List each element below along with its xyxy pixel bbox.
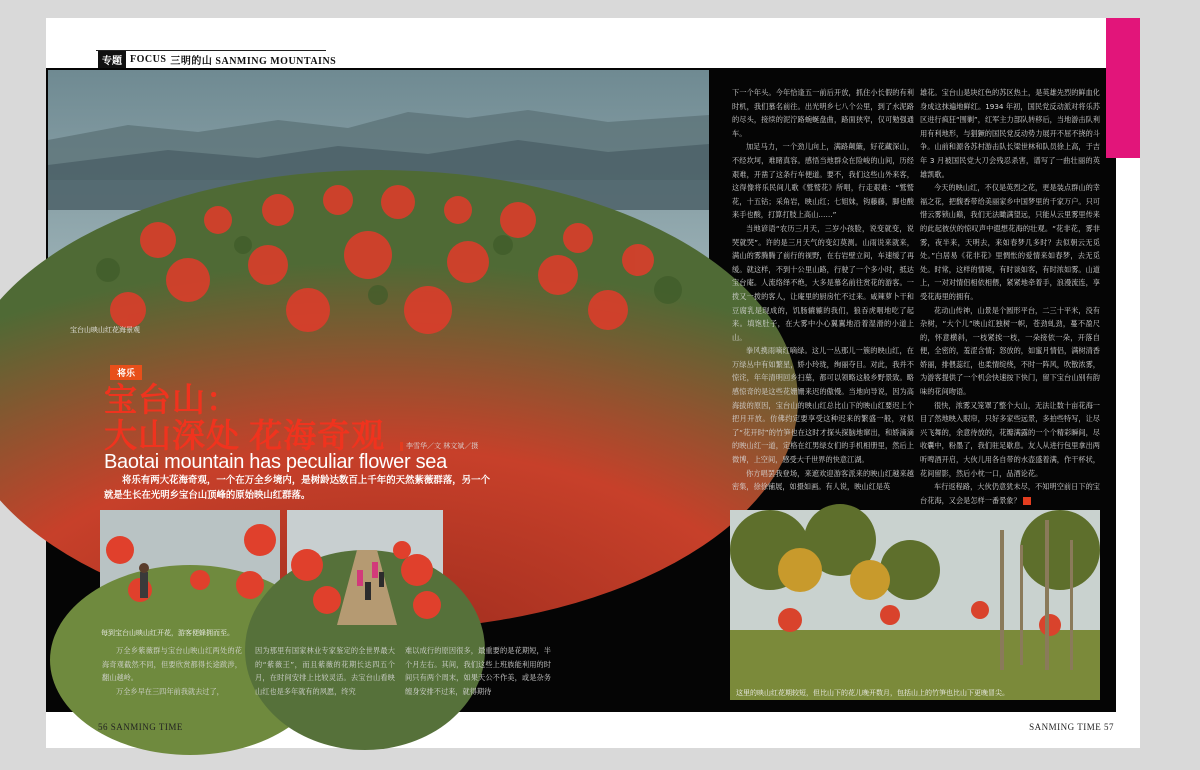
paragraph: 万全乡早在三四年前我就去过了， <box>116 686 224 696</box>
paragraph: 你方唱罢我登场，来遮欢迎游客派来的映山红越来越密集，徐徐铺展，如摄如画。有人说，映山红是英 <box>732 468 914 492</box>
text-column-left-a <box>102 644 242 710</box>
article-end-mark <box>1023 497 1031 505</box>
article-title-line2: 大山深处 花海奇观 <box>104 419 386 455</box>
main-flower-photo <box>48 70 709 340</box>
text-column-middle <box>732 86 914 490</box>
paragraph: 雄花。宝台山是块红色的苏区热土，是英雄先烈的鲜血化身成这抹遍地鲜红。1934 年初，国民党反动派对将乐苏区进行疯狂“围剿”，红军主力部队转移后，当地游击队利用有利地形，与猖獗的国民党反动势力展开不屈不挠的斗争。山前和源各苏村游击队长梁世林和队员徐上高，于吉年 3 月被国民党大刀会残忍杀害，谱写了一曲壮丽的英雄凯歌。 <box>920 88 1100 179</box>
header-focus: FOCUS <box>130 54 167 65</box>
paragraph: 难以成行的原因很多，最重要的是花期短，半个月左右。其间，我们这些上班族能利用的时间只有两个周末，如果天公不作美，或是杂务缠身安排不过来，就得期待 <box>405 646 551 696</box>
header-tag: 专题 <box>98 51 126 68</box>
paragraph: 万全乡紫薇群与宝台山映山红两处的花海奇观截然不同，但要欣赏都得长途跋涉，翻山越岭。 <box>102 646 242 683</box>
paragraph <box>920 480 1100 507</box>
header-title: 三明的山 SANMING MOUNTAINS <box>170 56 337 67</box>
closing-paragraph: 车行返程路，大伙仍意犹未尽，不知明空前日下的宝台花海，又会是怎样一番景象？ <box>920 482 1100 505</box>
text-column-right <box>920 86 1100 505</box>
paragraph: 很快，浓雾又笼罩了整个大山，无法让数十亩花海一目了然地映入眼帘，只好多家些远景，多拍些特写，让尽兴飞舞的，余意待放的，花瓣满露的一个个精彩瞬间，尽收囊中，粉墨了，我们驻足歇息。友人从进行包里拿出两听啤酒开启，大伙儿用各自带的水壶盛着满，作干杯状，花间留影，然后小枕一口，品酒论花。 <box>920 400 1100 478</box>
page-number-right: SANMING TIME 57 <box>1029 722 1114 732</box>
small-photo-1-caption: 每到宝台山映山红开花，游客便蜂拥而至。 <box>101 629 234 637</box>
small-photo-trail <box>287 510 443 625</box>
author-credit <box>400 441 478 451</box>
article-title-english: Baotai mountain has peculiar flower sea <box>104 451 447 473</box>
small-photo-1-illustration <box>100 510 280 625</box>
small-photo-visitors <box>100 510 280 625</box>
main-photo-caption: 宝台山映山红花海景观 <box>70 326 140 334</box>
right-photo-illustration <box>730 510 1100 700</box>
text-column-left-b <box>255 644 395 710</box>
paragraph: 花动山传神，山景是个圆形平台，二三十平米，没有杂树，“大个儿”映山红独树一帜，苍劲虬劲，蔓不盈尺的，怀意横斜，一枝紧挨一枝，一朵接依一朵，开落自便，全密的，羞涩含情；怒放的，如蜜月情侣，满树清香娇丽，排偎蕊红，也柔情绽绕，不时一阵风，吹散浓雾，为游客提供了一个机会快速按下快门，留下宝台山别有韵味的花间吻语。 <box>920 305 1100 397</box>
paragraph: 今天的映山红，不仅是英烈之花，更是装点群山的幸福之花，把馥香带给美丽家乡中国梦里的千家万户。只可惜云雾锁山巅，我们无法瞰满望远，只能从云里雾里传来的此起彼伏的惊叹声中遐想花海的壮观。“花非花，雾非雾，夜半来，天明去，来如春梦几多时？去似朝云无觅处。”白居易《花非花》里惆怅的爱情来如春梦，去无觅处。时常，这样的情境，有时谈如客，有时浓如雾。山道上，一对对情侣相依相偎，紧紧地牵着手，浪漫流连，享受花海里的拥有。 <box>920 183 1100 301</box>
paragraph: 因为那里有国家林业专家鉴定的全世界最大的“紫薇王”，而且紫薇的花期长达四五个月，在时间安排上比较灵活。去宝台山看映山红也是多年就有的夙愿，终究 <box>255 646 395 696</box>
right-forest-photo <box>730 510 1100 700</box>
credit-bar <box>400 442 403 451</box>
main-photo-illustration <box>48 70 709 340</box>
section-header <box>98 51 336 68</box>
text-column-left-c <box>405 644 551 710</box>
region-badge: 将乐 <box>110 365 142 380</box>
section-color-tab <box>1106 18 1140 158</box>
page-number-left: 56 SANMING TIME <box>98 722 183 732</box>
paragraph: 加足马力，一个劲儿向上，满路颠簸，好花藏深山，不经坎坷，难睹真容。感悟当地群众在险峻的山间，历经艰难，开凿了这条行车便道。要不，我们这些山外来客，这得像将乐民间儿歌《鹫鹫花》所唱，行走艰难：“鹫鹫花，十五钴；采角岩，映山红；七姐妹，钩藤藤，脚也酸来手也酸，打算打肢上高山……” <box>732 142 914 220</box>
article-title-line1: 宝台山： <box>104 383 240 419</box>
paragraph: 下一个年头。今年恰逢五一前后开放，抓住小长假的有利时机，我们慕名前往。出光明乡七八个公里，到了水泥路的尽头，接续的泥泞路蜿蜒盘曲，路面狭窄，仅可勉强通车。 <box>732 88 914 138</box>
small-photo-2-illustration <box>287 510 443 625</box>
paragraph: 拳风携雨嘀红嘀绿。这儿一丛那儿一簇的映山红，在万绿丛中有如繁星，娇小玲珑，绚丽夺目。对此，我并不惊诧，年年清明回乡扫墓，都可以领略这般乡野景致。略感惊奇的是这些花姗姗来迟的傲慢。当地向导说，因为高海拔的原因，宝台山的映山红总比山下的映山红要迟上个把月开放。仿佛约定要享受这种迟来的繁盛一般，对似了“花开时”的竹笋也在这时才探头探脑地窜出，和娇滴滴的映山红一道，定格在红男绿女们的手机相册里，然后上微博，上空间，感受大千世界的快意江湖。 <box>732 346 914 465</box>
article-lead: 将乐有两大花海奇观，一个在万全乡境内，是树龄达数百上千年的天然紫薇群落，另一个就是生长在光明乡宝台山顶峰的原始映山红群落。 <box>104 476 490 501</box>
right-photo-caption: 这里的映山红花期较短，但比山下的花儿晚开数月，包括山上的竹笋也比山下更晚冒尖。 <box>736 689 1009 697</box>
paragraph: 当地谚语“农历三月天，三岁小孩脸，说变就变，说哭就哭”。许的是三月天气的变幻莫测。山雨说来就来，满山的雾腾腾了前行的视野，在右岩壁立间，车速缓了再缓。就这样，不到十公里山路，行驶了一个多小时，抵达宝台庵。人流络绎不绝，大多是慕名前往赏花的游客。一拨又一拨的客人，让庵里的厨房忙不过来。咸辣萝卜干和豆腐乳是现成的，饥肠辘辘的我们，狼吞虎咽地吃了起来。填饱肚子，在大雾中小心翼翼地沿着湿滑的小道上山。 <box>732 223 914 342</box>
credit-text: 李雪华／文 林文斌／摄 <box>406 442 479 450</box>
